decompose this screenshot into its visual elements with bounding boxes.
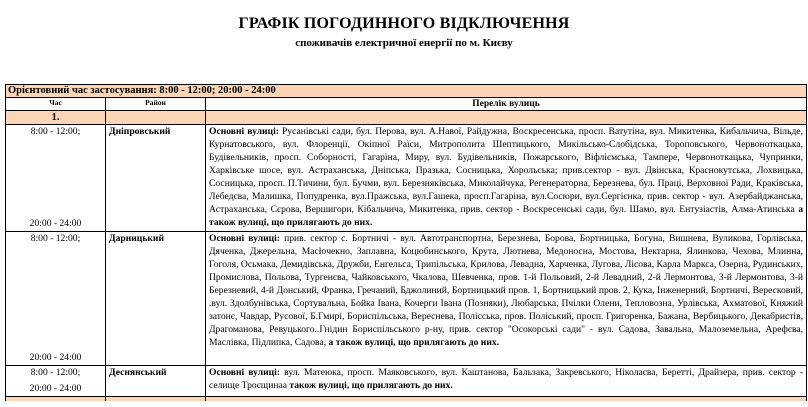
- streets-list: [206, 366, 807, 397]
- main-streets-label: Основні вулиці:: [209, 126, 279, 137]
- column-header-district: Район: [106, 98, 206, 111]
- page-subtitle: споживачів електричної енергії по м. Києву: [295, 37, 513, 49]
- table-row: [6, 232, 807, 366]
- streets-tail: а також вулиці, що прилягають до них.: [209, 204, 804, 228]
- district-name: Дарницький: [106, 232, 206, 366]
- page-title: ГРАФІК ПОГОДИННОГО ВІДКЛЮЧЕННЯ: [238, 15, 570, 32]
- time-start: 8:00 - 12:00;: [30, 126, 81, 137]
- time-end: 20:00 - 24:00: [29, 352, 82, 363]
- streets-tail: а також вулиці, що прилягають до них.: [328, 337, 500, 348]
- column-header-streets: Перелік вулиць: [206, 98, 807, 111]
- district-name: Дніпровський: [106, 125, 206, 232]
- time-cell: [6, 366, 106, 397]
- streets-text: прив. сектор с. Бортничі - вул. Автотранспортна, Березнева, Борова, Бортницька, Богуна, Вишнева, Вуликова, Горлівська, Дяченка, Джерельна, Масłoчекно, Заплавна, Коцюбинського, Крута, Лютнева, Медоносна, Мостова, Нектарна, Ялинкова, Чехова, Млинна, Гоголя, Осьмака, Демидівська, Дружби, Енгельса, Трипільська, Крилова, Левадна, Харченка, Лугова, Лісова, Карла Маркса, Озерна, Рудинських, Промислова, Польова, Тургенєва, Чайковського, Чкалова, Шевченка, пров. 1-й Польовий, 2-й Левадний, 2-й Лермонтова, 3-й Лермонтова, 3-й Березневий, 4-й Донський, Франка, Гречаний, Бджолиний, Бортницький пров. 1, Бортницький пров. 2, Кука, Інженерний, Бортничі, Вересковий, .вул. Здолбунівська, Сортувальна, Бойка Івана, Кочерги Івана (Позняки), Любарська, Пчілки Олени, Тепловозна, Урлівська, Ахматової, Княжий затонє, Чавдар, Русової, Б.Гмирі, Бориспільська, Вереснева, Полісська, пров. Поліський, просп. Григоренка, Бажана, Вербицького, Декабристів, Драгоманова, Ревуцького..Гнідин Бориспільського р-ну, прив. сектор "Осокорські сади" - вул. Садова, Завальна, Малоземельна, Арефєва, Маслівка, Підлипка, Садова,: [209, 233, 804, 348]
- queue-spacer: [206, 111, 807, 125]
- next-queue-row: [6, 397, 807, 402]
- streets-text: Русанівські сади, бул. Перова, вул. А.Навої, Райдужна, Воскресенська, просп. Ватутіна, вул. Микитенка, Кибальчича, Вільде, Курнатовського, вул. Флоренції, Окіпної Раїси, Митрополита Шептицького, Микільсько-Слобідська, Тороповського, Червоноткацька, Будівельників, просп. Соборності, Гагаріна, Миру, вул. Будівельників, Пожарського, Віфліємська, Тампере, Червоноткацька, Чупринки, Харківське шосе, вул. Астраханська, Дніпська, Празька, Сосницька, Хорольська; прив.сектор - вул. Двінська, Краснокутська, Лохвицька, Сосницька, просп. П.Тичини, бул. Бучми, вул. Березняківська, Миколайчука, Регенераторна, Березнева, бул. Праці, Верховної Ради, Краківська, Лебедєва, Малишка, Попудренка, вул.Пражська, вул.Гашека, просп.Гагаріна, вул.Сосюри, вул.Сергієнка, прив. сектор - вул. Азербайджанська, Астраханська, Сєрова, Вершигори, Кібальчича, Микитенка, прив. сектор - Воскресенські сади, бул. Шамо, вул. Ентузіастів, Алма-Атинська: [209, 126, 804, 215]
- district-name: Деснянський: [106, 366, 206, 397]
- main-streets-label: Основні вулиці:: [209, 233, 280, 244]
- next-queue-cell: [6, 397, 106, 402]
- next-queue-cell: [106, 397, 206, 402]
- queue-row: [6, 111, 807, 125]
- streets-list: [206, 125, 807, 232]
- column-header-time: Час: [6, 98, 106, 111]
- queue-number: 1.: [6, 111, 106, 125]
- schedule-table: [5, 84, 807, 401]
- time-end: 20:00 - 24:00: [29, 383, 82, 394]
- queue-spacer: [106, 111, 206, 125]
- column-headers: [6, 98, 807, 111]
- time-cell: [6, 125, 106, 232]
- time-end: 20:00 - 24:00: [29, 218, 82, 229]
- table-row: [6, 125, 807, 232]
- streets-list: [206, 232, 807, 366]
- time-application-row: [6, 85, 807, 98]
- time-cell: [6, 232, 106, 366]
- time-start: 8:00 - 12:00;: [30, 367, 81, 378]
- streets-text: вул. Матеюка, просп. Маяковського, вул. Каштанова, Бальзака, Закревського, Ніколаєва, Беретті, Драйзера, прив. сектор - селище Троєщинаа: [209, 367, 804, 391]
- streets-tail: також вулиці, що прилягають до них.: [289, 380, 453, 391]
- time-application-text: Орієнтовний час застосування: 8:00 - 12:00; 20:00 - 24:00: [6, 85, 807, 98]
- table-row: [6, 366, 807, 397]
- next-queue-cell: [206, 397, 807, 402]
- time-start: 8:00 - 12:00;: [30, 233, 81, 244]
- main-streets-label: Основні вулиці:: [209, 367, 281, 378]
